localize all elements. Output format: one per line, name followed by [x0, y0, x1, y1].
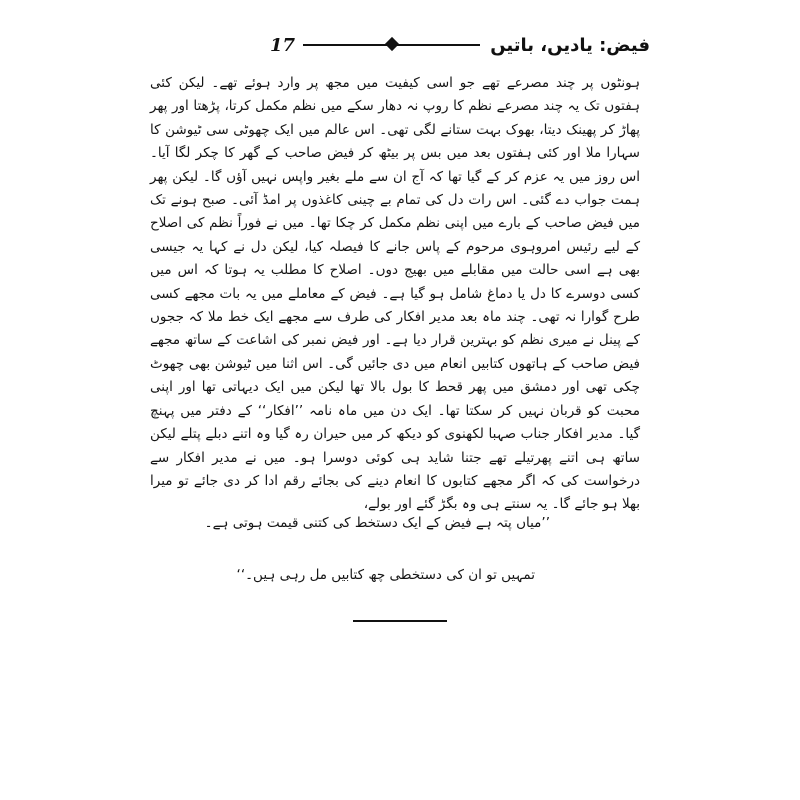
running-title: فیض: یادیں، باتیں — [490, 34, 650, 56]
page-header — [270, 30, 650, 60]
paragraph-text: ہونٹوں پر چند مصرعے تھے جو اسی کیفیت میں مجھ پر وارد ہوئے تھے۔ لیکن کئی ہفتوں تک یہ چند مصرعے نظم کا روپ نہ دھار سکے میں نظم مکمل کرتا، پڑھتا اور پھر پھاڑ کر پھینک دیتا، بھوک بہت ستانے لگی تھی۔ اس عالم میں ایک چھوٹی سی ٹیوشن کا سہارا ملا اور کئی ہفتوں بعد میں بس پر بیٹھ کر فیض صاحب کے گھر کا چکر لگا آیا۔ اس روز میں یہ عزم کر کے گیا تھا کہ آج ان سے ملے بغیر واپس نہیں آؤں گا۔ لیکن پھر ہمت جواب دے گئی۔ اس رات دل کی تمام بے چینی کاغذوں پر امڈ آئی۔ صبح ہونے تک میں فیض صاحب کے بارے میں اپنی نظم مکمل کر چکا تھا۔ میں نے فوراً نظم کی اصلاح کے لیے رئیس امروہوی مرحوم کے پاس جانے کا فیصلہ کیا، لیکن دل نے کہا یہ جیسی بھی ہے اسی حالت میں مقابلے میں بھیج دوں۔ اصلاح کا مطلب یہ ہوتا کہ اس میں کسی دوسرے کا دل یا دماغ شامل ہو گیا ہے۔ فیض کے معاملے میں یہ بات مجھے کسی طرح گوارا نہ تھی۔ چند ماہ بعد مدیر افکار کی طرف سے مجھے ایک خط ملا کہ ججوں کے پینل نے میری نظم کو بہترین قرار دیا ہے۔ اور فیض نمبر کی اشاعت کے ساتھ مجھے فیض صاحب کے ہاتھوں کتابیں انعام میں دی جائیں گی۔ اس اثنا میں ٹیوشن بھی چھوٹ چکی تھی اور دمشق میں پھر قحط کا بول بالا تھا لیکن میں ایک دیہاتی تھا اور اپنی محبت کو قربان نہیں کر سکتا تھا۔ ایک دن میں ماہ نامہ ’’افکار‘‘ کے دفتر میں پہنچ گیا۔ مدیر افکار جناب صہبا لکھنوی کو دیکھ کر میں حیران رہ گیا وہ اتنے دبلے پتلے لیکن ساتھ ہی اتنے پھرتیلے تھے جتنا شاید ہی کوئی دوسرا ہو۔ میں نے مدیر افکار سے درخواست کی کہ اگر مجھے کتابوں کا انعام دینے کی بجائے رقم ادا کر دی جائے تو میرا بھلا ہو جائے گا۔ یہ سنتے ہی وہ بگڑ گئے اور بولے، — [150, 75, 640, 513]
quote-line-1: ’’میاں پتہ ہے فیض کے ایک دستخط کی کتنی قیمت ہوتی ہے۔ — [204, 515, 550, 531]
quote-line-2: تمہیں تو ان کی دستخطی چھ کتابیں مل رہی ہیں۔‘‘ — [236, 567, 535, 583]
body-paragraph — [150, 72, 640, 517]
diamond-ornament-icon — [385, 37, 399, 51]
section-end-rule — [353, 620, 447, 622]
page-number: 17 — [270, 34, 296, 56]
header-rule — [303, 44, 480, 46]
